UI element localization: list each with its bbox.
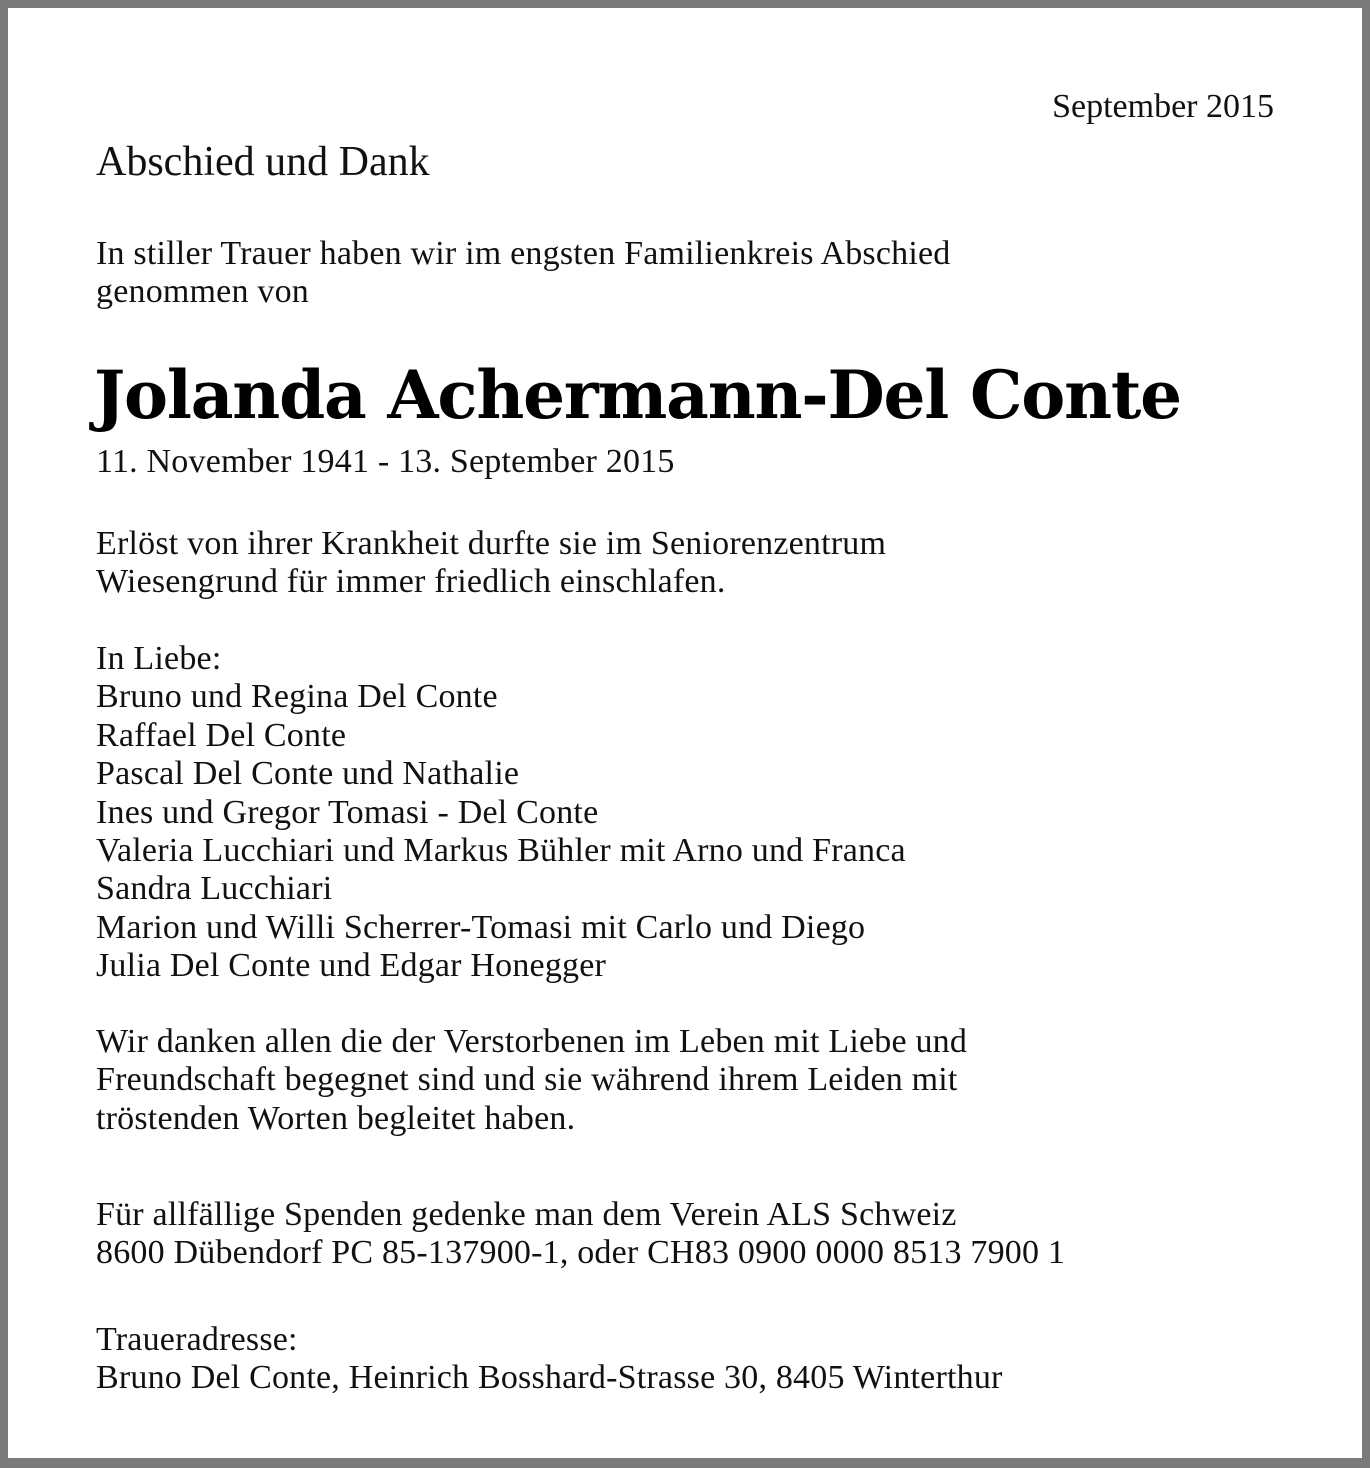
mourner-item: Raffael Del Conte [96, 717, 347, 754]
obituary-page [8, 8, 1362, 1458]
mourner-item: Valeria Lucchiari und Markus Bühler mit Arno und Franca [96, 832, 906, 869]
thanks-line: Wir danken allen die der Verstorbenen im Leben mit Liebe und [96, 1023, 968, 1060]
mourner-item: Marion und Willi Scherrer-Tomasi mit Carlo und Diego [96, 909, 866, 946]
notice-date: September 2015 [1052, 88, 1274, 125]
address-text: Bruno Del Conte, Heinrich Bosshard-Strasse 30, 8405 Winterthur [96, 1359, 1003, 1396]
deceased-name: Jolanda Achermann-Del Conte [94, 356, 1181, 434]
intro-line: In stiller Trauer haben wir im engsten Familienkreis Abschied [96, 235, 951, 272]
notice-heading: Abschied und Dank [96, 139, 430, 185]
mourner-item: Pascal Del Conte und Nathalie [96, 755, 520, 792]
intro-line: genommen von [96, 273, 309, 310]
mourner-item: Bruno und Regina Del Conte [96, 678, 498, 715]
address-label: Traueradresse: [96, 1321, 298, 1358]
passing-line: Wiesengrund für immer friedlich einschlafen. [96, 563, 726, 600]
mourner-item: Sandra Lucchiari [96, 870, 333, 907]
donations-line: Für allfällige Spenden gedenke man dem Verein ALS Schweiz [96, 1196, 957, 1233]
mourners-label: In Liebe: [96, 640, 222, 677]
thanks-line: tröstenden Worten begleitet haben. [96, 1100, 576, 1137]
donations-line: 8600 Dübendorf PC 85-137900-1, oder CH83 0900 0000 8513 7900 1 [96, 1234, 1066, 1271]
mourner-item: Ines und Gregor Tomasi - Del Conte [96, 794, 599, 831]
passing-line: Erlöst von ihrer Krankheit durfte sie im Seniorenzentrum [96, 525, 887, 562]
mourner-item: Julia Del Conte und Edgar Honegger [96, 947, 607, 984]
thanks-line: Freundschaft begegnet sind und sie während ihrem Leiden mit [96, 1061, 958, 1098]
life-dates: 11. November 1941 - 13. September 2015 [96, 443, 675, 480]
